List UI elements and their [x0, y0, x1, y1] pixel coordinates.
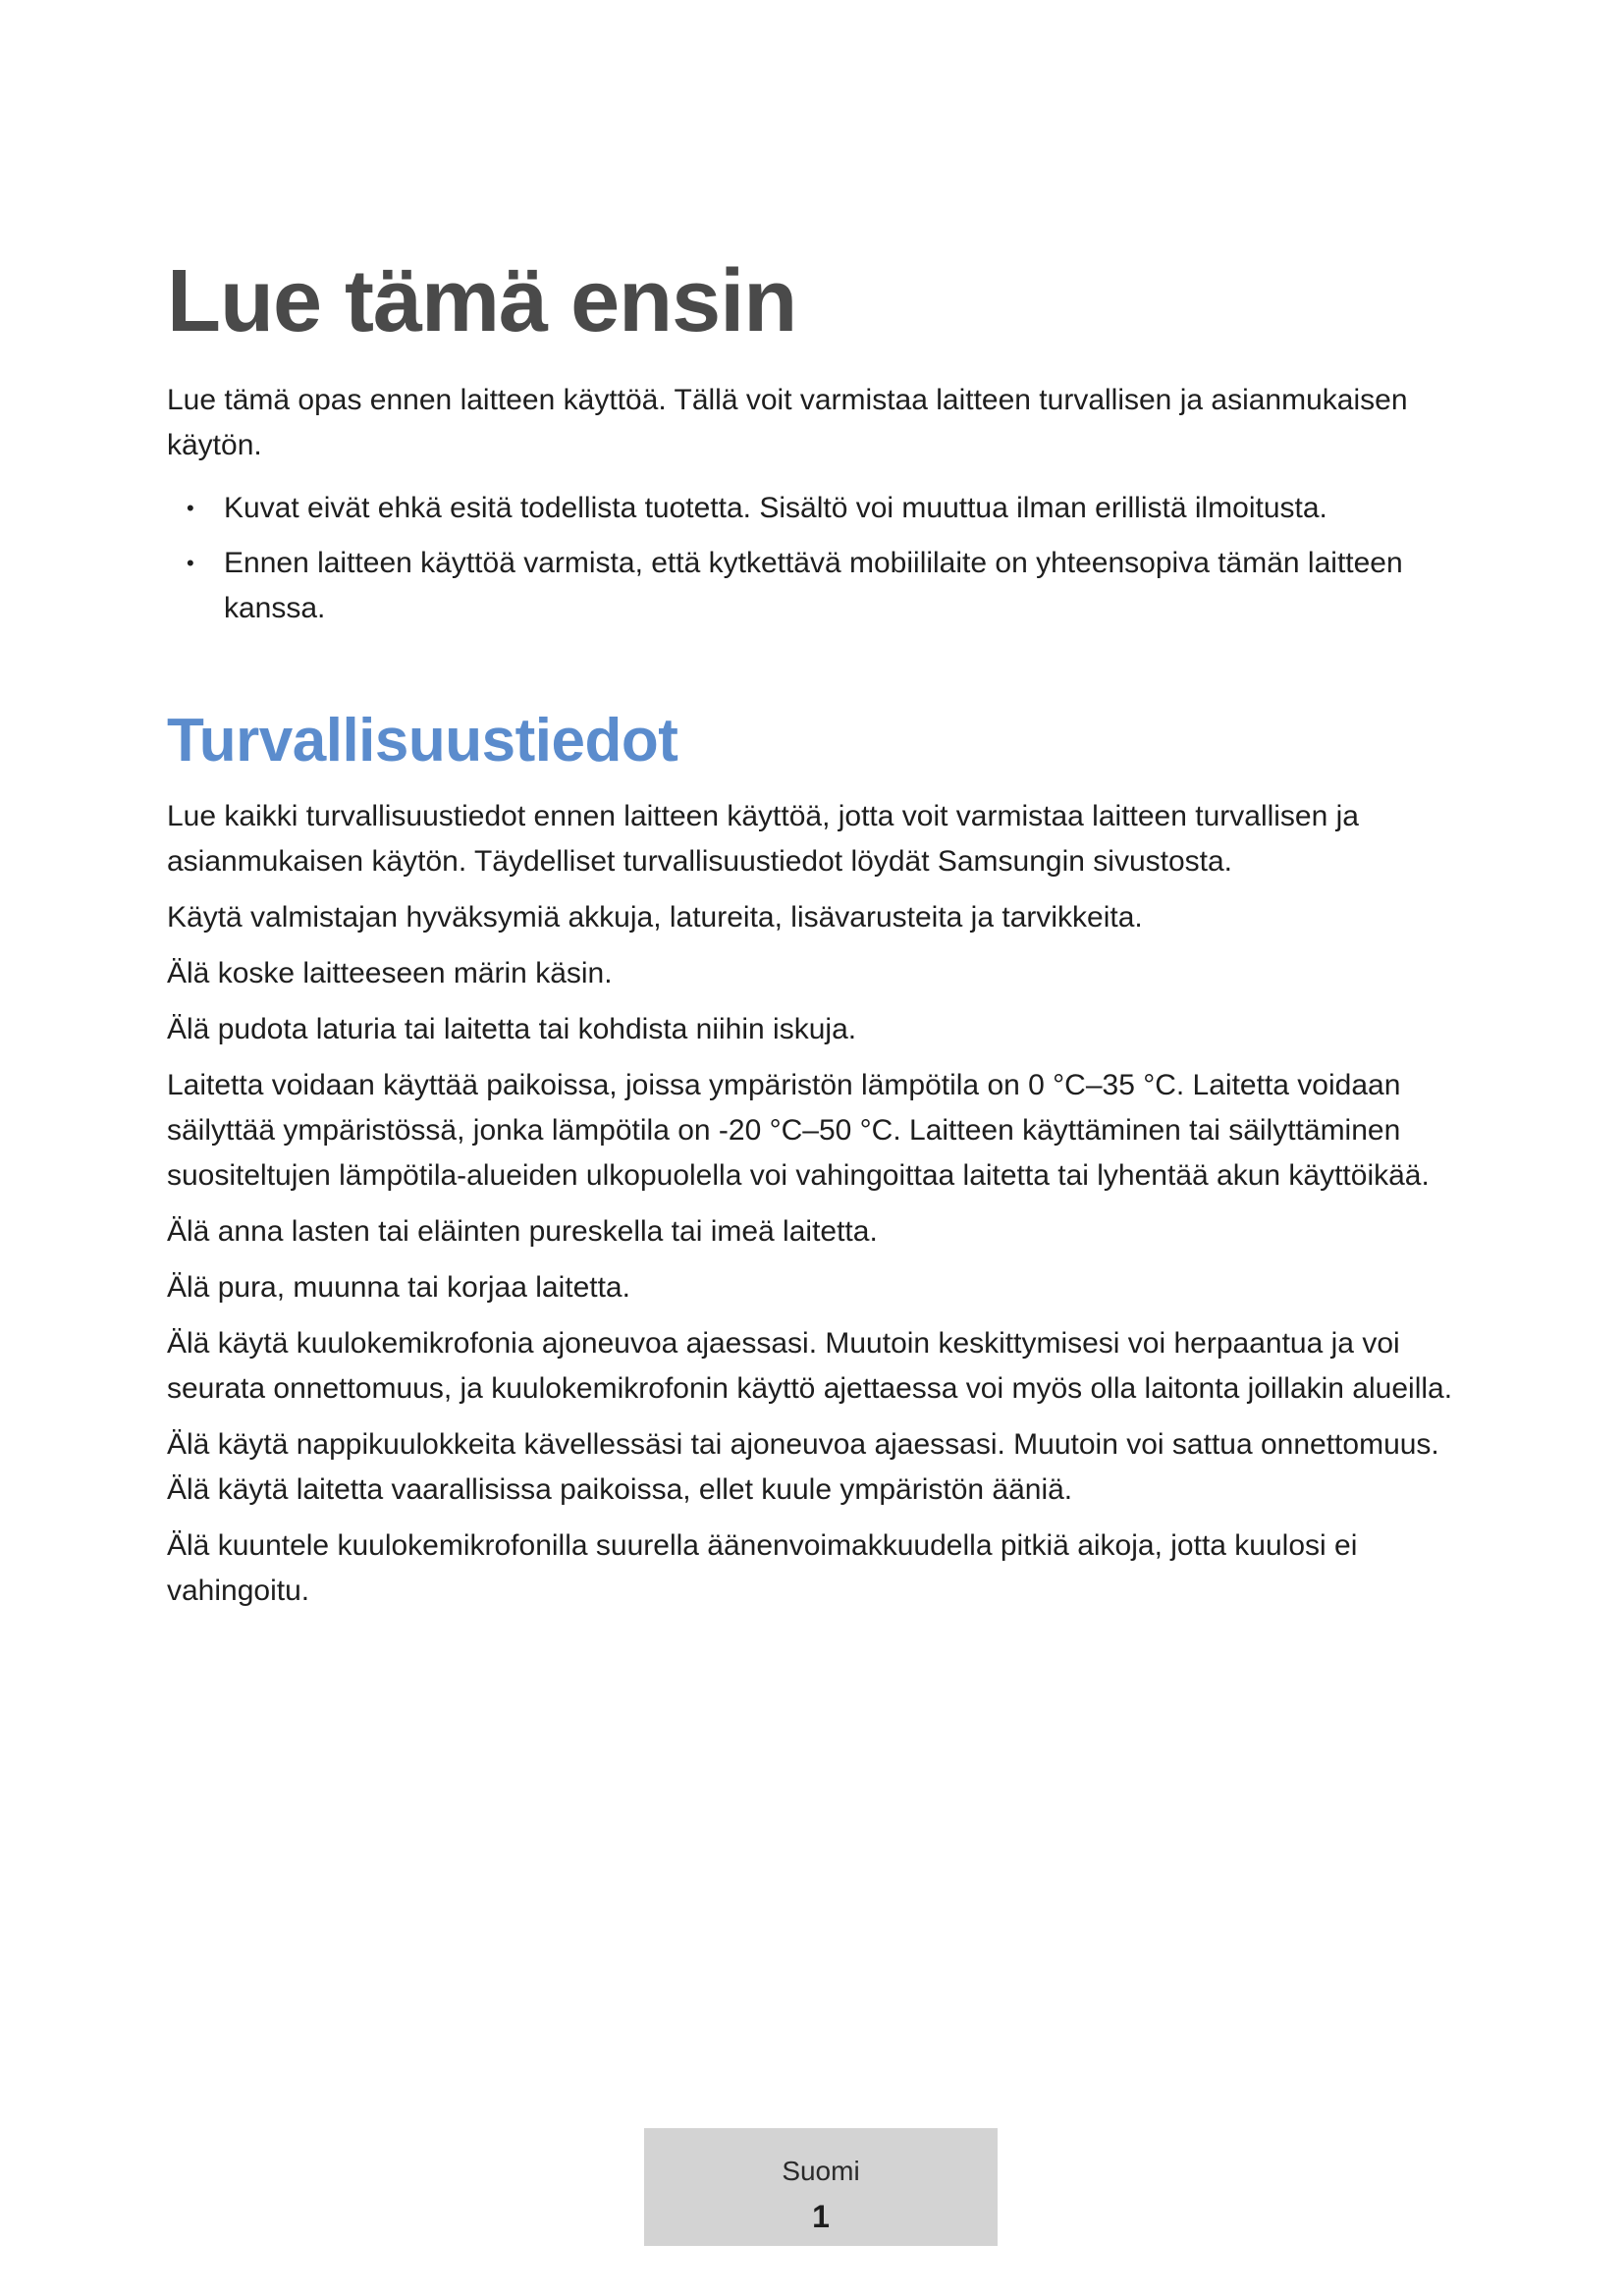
safety-paragraph: Älä käytä nappikuulokkeita kävellessäsi tai ajoneuvoa ajaessasi. Muutoin voi sattua onnettomuus. Älä käytä laitetta vaarallisissa paikoissa, ellet kuule ympäristön ääniä. — [167, 1428, 1439, 1507]
page-number: 1 — [812, 2199, 830, 2234]
safety-paragraph: Älä koske laitteeseen märin käsin. — [167, 957, 613, 990]
safety-paragraph: Älä anna lasten tai eläinten pureskella tai imeä laitetta. — [167, 1215, 878, 1249]
safety-paragraph: Käytä valmistajan hyväksymiä akkuja, latureita, lisävarusteita ja tarvikkeita. — [167, 901, 1143, 934]
bullet-icon: • — [187, 496, 194, 520]
list-item-text: Kuvat eivät ehkä esitä todellista tuotetta. Sisältö voi muuttua ilman erillistä ilmoitusta. — [224, 492, 1327, 524]
footer-language: Suomi — [782, 2156, 860, 2186]
safety-paragraph: Älä pudota laturia tai laitetta tai kohdista niihin iskuja. — [167, 1013, 857, 1046]
safety-paragraph: Älä käytä kuulokemikrofonia ajoneuvoa ajaessasi. Muutoin keskittymisesi voi herpaantua ja voi seurata onnettomuus, ja kuulokemikrofonin käyttö ajettaessa voi myös olla laitonta joillakin alueilla. — [167, 1327, 1453, 1406]
list-item — [167, 486, 1483, 531]
intro-paragraph: Lue tämä opas ennen laitteen käyttöä. Tällä voit varmistaa laitteen turvallisen ja asianmukaisen käytön. — [167, 384, 1408, 461]
safety-paragraph: Älä kuuntele kuulokemikrofonilla suurella äänenvoimakkuudella pitkiä aikoja, jotta kuulosi ei vahingoitu. — [167, 1529, 1358, 1608]
notice-list — [167, 486, 1483, 631]
list-item-text: Ennen laitteen käyttöä varmista, että kytkettävä mobiililaite on yhteensopiva tämän laitteen kanssa. — [224, 547, 1403, 624]
safety-paragraph: Lue kaikki turvallisuustiedot ennen laitteen käyttöä, jotta voit varmistaa laitteen turvallisen ja asianmukaisen käytön. Täydelliset turvallisuustiedot löydät Samsungin sivustosta. — [167, 800, 1359, 879]
page-title: Lue tämä ensin — [167, 252, 797, 350]
list-item — [167, 541, 1483, 631]
safety-paragraph: Laitetta voidaan käyttää paikoissa, joissa ympäristön lämpötila on 0 °C–35 °C. Laitetta voidaan säilyttää ympäristössä, jonka lämpötila on -20 °C–50 °C. Laitteen käyttäminen tai säilyttäminen suositeltujen lämpötila-alueiden ulkopuolella voi vahingoittaa laitetta tai lyhentää akun käyttöikää. — [167, 1069, 1430, 1193]
safety-paragraph: Älä pura, muunna tai korjaa laitetta. — [167, 1271, 630, 1305]
bullet-icon: • — [187, 551, 194, 575]
document-content — [167, 253, 1483, 1625]
page-footer — [644, 2128, 998, 2246]
section-title-safety: Turvallisuustiedot — [167, 707, 678, 774]
